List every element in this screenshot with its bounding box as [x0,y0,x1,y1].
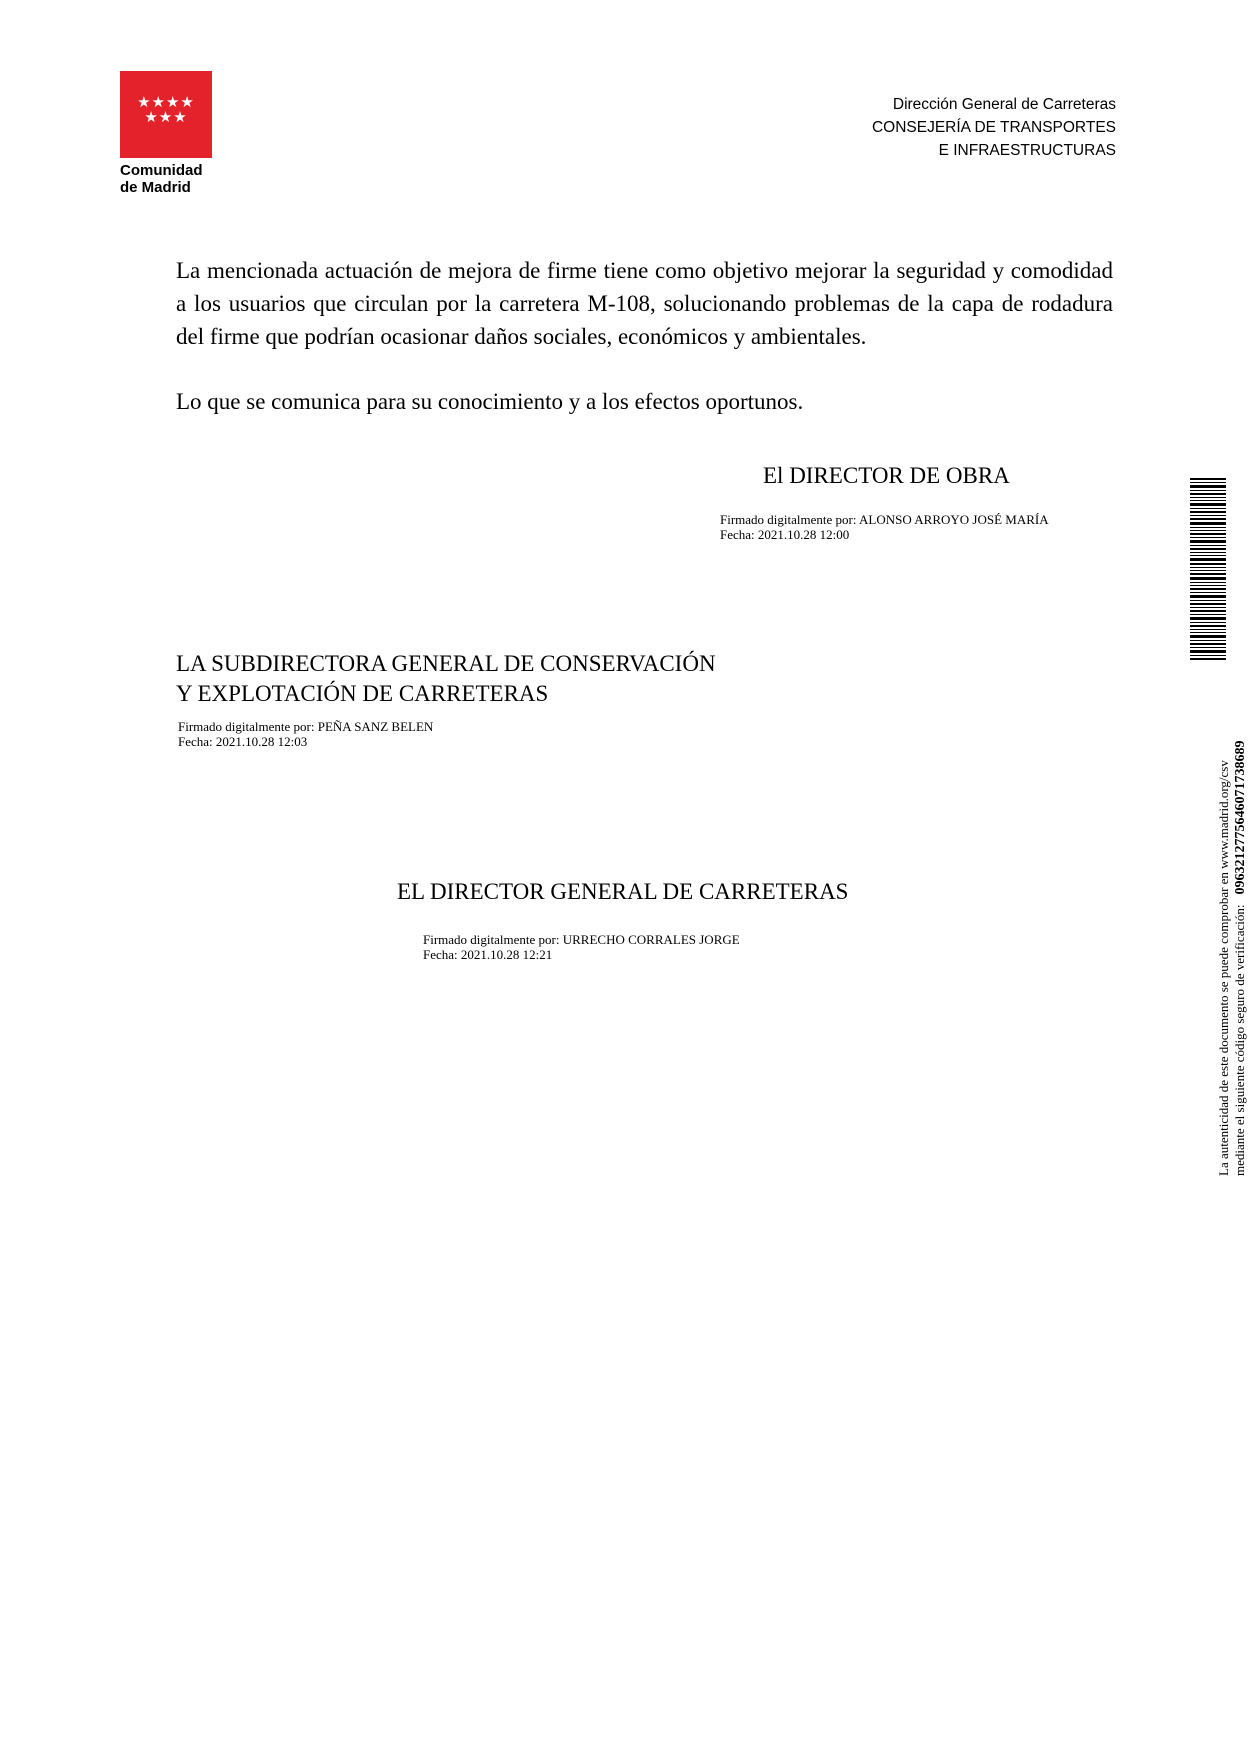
signature-3-signed-by: Firmado digitalmente por: URRECHO CORRALES JORGE [423,932,740,947]
header-line2: CONSEJERÍA DE TRANSPORTES [871,119,1116,136]
signature-1-title: El DIRECTOR DE OBRA [763,463,1010,488]
signature-1-signed-by: Firmado digitalmente por: ALONSO ARROYO JOSÉ MARÍA [720,512,1049,527]
verification-note [1216,741,1249,1176]
body-paragraph-1: La mencionada actuación de mejora de firme tiene como objetivo mejorar la seguridad y comodidad a los usuarios que circulan por la carretera M-108, solucionando problemas de la capa de rodadura del firme que podrían ocasionar daños sociales, económicos y ambientales. [176,258,1113,349]
signature-2-title: LA SUBDIRECTORA GENERAL DE CONSERVACIÓN Y EXPLOTACIÓN DE CARRETERAS [176,651,716,706]
logo-stars-row2: ★★★ [144,108,188,126]
signature-2-date: Fecha: 2021.10.28 12:03 [178,734,308,749]
department-header [872,93,1116,162]
body-paragraph-2: Lo que se comunica para su conocimiento y a los efectos oportunos. [176,389,804,414]
header-line1: Dirección General de Carreteras [892,96,1116,113]
logo-text-line2: de Madrid [120,179,191,196]
logo-stars-row1: ★★★★ [137,93,195,111]
signature-2-signed-by: Firmado digitalmente por: PEÑA SANZ BELEN [178,719,434,734]
signature-1-date: Fecha: 2021.10.28 12:00 [720,527,850,542]
verification-code: 0963212775646071738689 [1233,740,1248,895]
verification-line2: mediante el siguiente código seguro de verificación: [1232,904,1247,1176]
logo-text-line1: Comunidad [120,162,203,179]
header-line3: E INFRAESTRUCTURAS [938,142,1116,159]
document-body [176,254,1113,450]
verification-barcode [1190,478,1226,660]
comunidad-de-madrid-logo [120,71,212,196]
signature-3-date: Fecha: 2021.10.28 12:21 [423,947,553,962]
verification-line1: La autenticidad de este documento se puede comprobar en www.madrid.org/csv [1216,760,1231,1176]
signature-3-meta [423,932,740,962]
signature-3-title: EL DIRECTOR GENERAL DE CARRETERAS [397,879,849,904]
signature-1-meta [720,512,1049,542]
logo-flag [120,71,212,158]
signature-2-meta [178,719,433,749]
